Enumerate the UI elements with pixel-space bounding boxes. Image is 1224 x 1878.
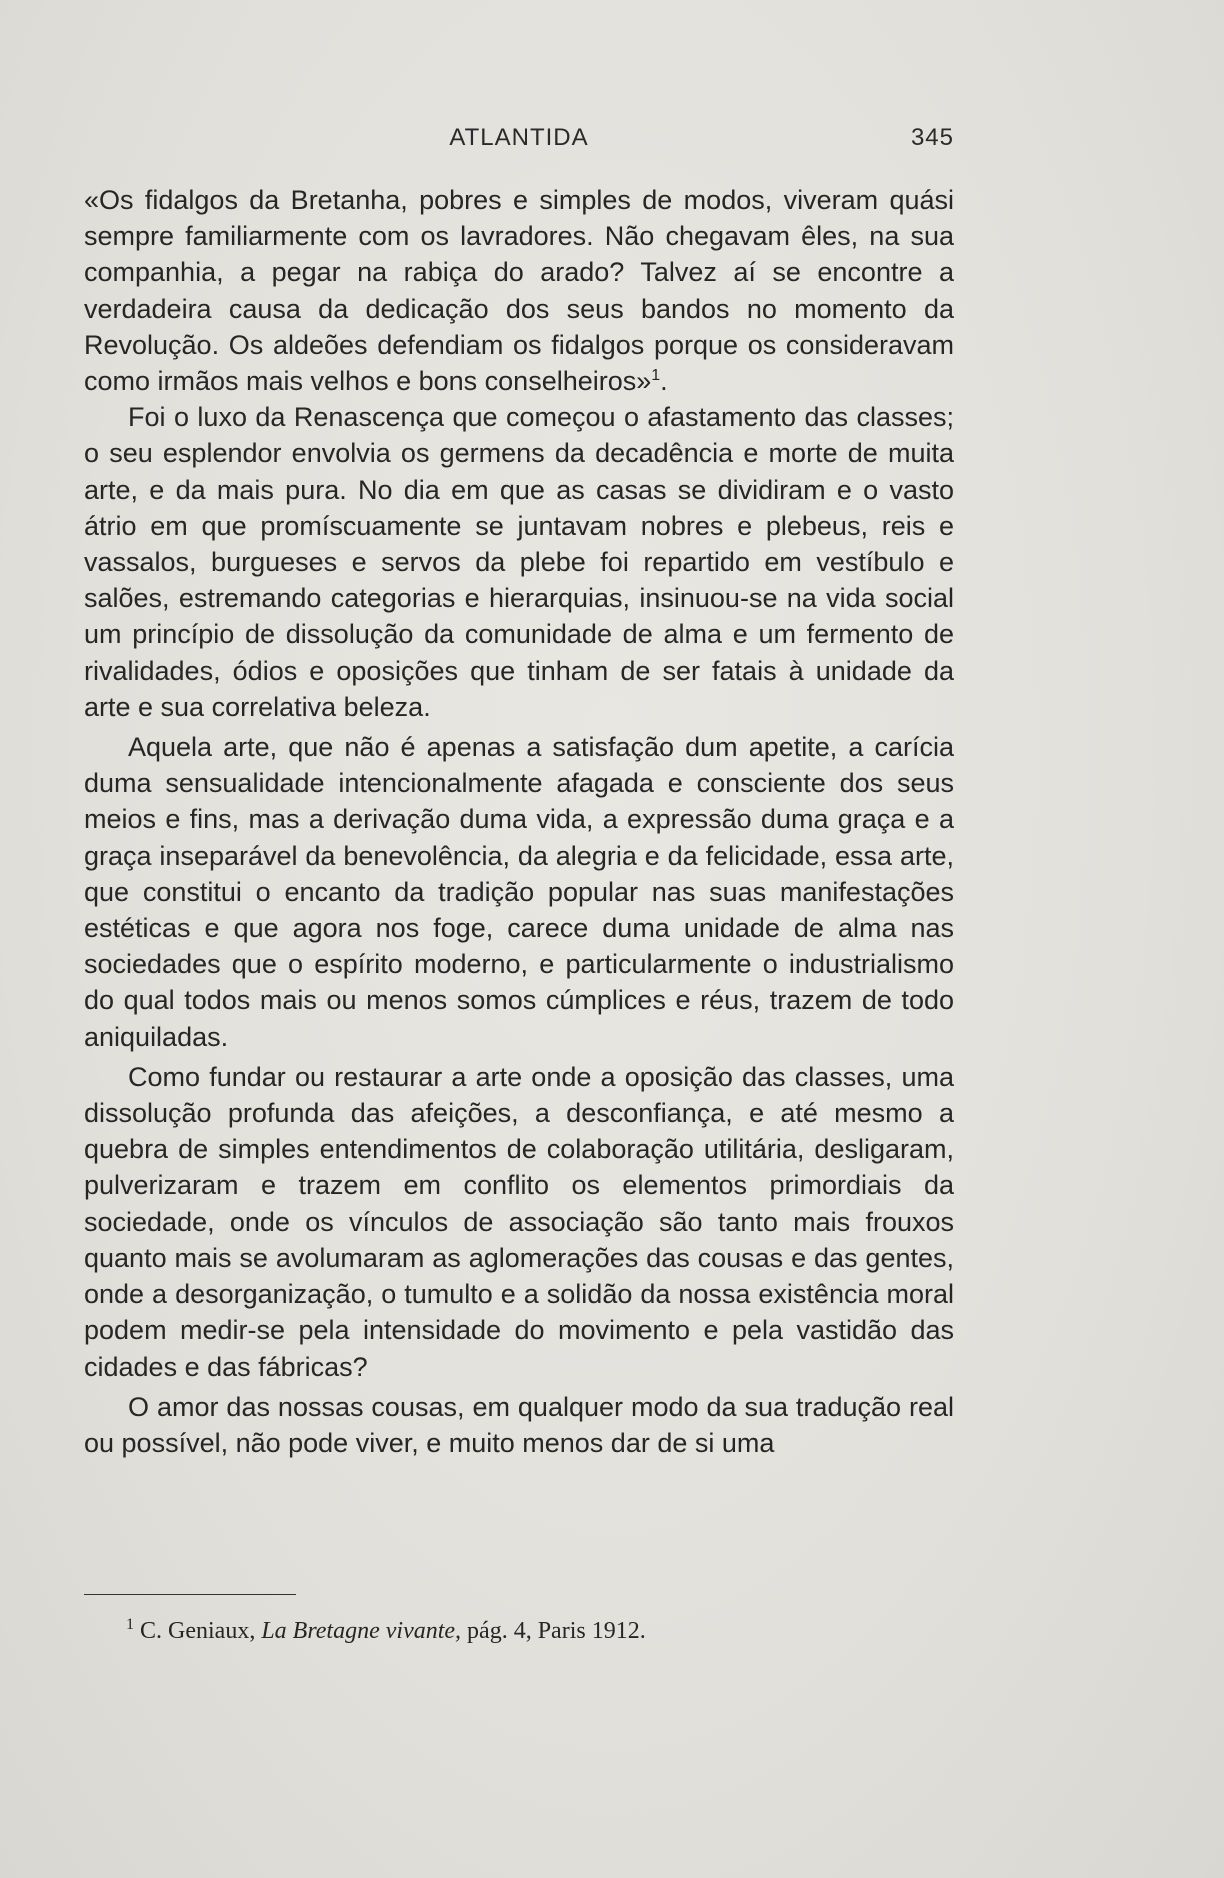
paragraph-end: . — [660, 366, 668, 397]
paragraph-3 — [84, 729, 954, 1055]
paragraph-text: O amor das nossas cousas, em qualquer modo da sua tradução real ou possível, não pode viver, e muito menos dar de si uma — [84, 1391, 954, 1458]
footnote-reference: 1 — [651, 367, 661, 385]
paragraph-5 — [84, 1389, 954, 1461]
paragraph-text: «Os fidalgos da Bretanha, pobres e simples de modos, viveram quási sempre familiarmente com os lavradores. Não chegavam êles, na sua companhia, a pegar na rabiça do arado? Talvez aí se encontre a verdadeira causa da dedicação dos seus bandos no momento da Revolução. Os aldeões defendiam os fidalgos porque os consideravam como irmãos mais velhos e bons conselheiros» — [84, 185, 954, 397]
paragraph-text: Aquela arte, que não é apenas a satisfação dum apetite, a carícia duma sensualidade intencionalmente afagada e consciente dos seus meios e fins, mas a derivação duma vida, a expressão duma graça e a graça inseparável da benevolência, da alegria e da felicidade, essa arte, que constitui o encanto da tradição popular nas suas manifestações estéticas e que agora nos foge, carece duma unidade de alma nas sociedades que o espírito moderno, e particularmente o industrialismo do qual todos mais ou menos somos cúmplices e réus, trazem de todo aniquiladas. — [84, 732, 954, 1052]
paragraph-2 — [84, 399, 954, 725]
paragraph-1 — [84, 182, 954, 399]
paragraph-4 — [84, 1059, 954, 1385]
paragraph-text: Como fundar ou restaurar a arte onde a oposição das classes, uma dissolução profunda das afeições, a desconfiança, e até mesmo a quebra de simples entendimentos de colaboração utilitária, desligaram, pulverizaram e trazem em conflito os elementos primordiais da sociedade, onde os vínculos de associação são tanto mais frouxos quanto mais se avolumaram as aglomerações das cousas e das gentes, onde a desorganização, o tumulto e a solidão da nossa existência moral podem medir-se pela intensidade do movimento e pela vastidão das cidades e das fábricas? — [84, 1061, 954, 1382]
footnote-mark: 1 — [126, 1616, 134, 1633]
page-header — [84, 124, 954, 160]
paragraph-text: Foi o luxo da Renascença que começou o afastamento das classes; o seu esplendor envolvia os germens da decadência e morte de muita arte, e da mais pura. No dia em que as casas se dividiram e o vasto átrio em que promíscuamente se juntavam nobres e plebeus, reis e vassalos, burgueses e servos da plebe foi repartido em vestíbulo e salões, estremando categorias e hierarquias, insinuou-se na vida social um princípio de dissolução da comunidade de alma e um fermento de rivalidades, ódios e oposições que tinham de ser fatais à unidade da arte e sua correlativa beleza. — [84, 402, 954, 722]
footnote-author: C. Geniaux, — [140, 1618, 256, 1644]
running-title: ATLANTIDA — [449, 124, 589, 151]
footnote — [126, 1616, 926, 1646]
footnote-details: pág. 4, Paris 1912. — [467, 1618, 646, 1644]
body-text — [84, 182, 954, 1461]
page-number: 345 — [910, 124, 954, 151]
footnote-title: La Bretagne vivante, — [261, 1618, 462, 1644]
footnote-divider — [84, 1594, 296, 1595]
